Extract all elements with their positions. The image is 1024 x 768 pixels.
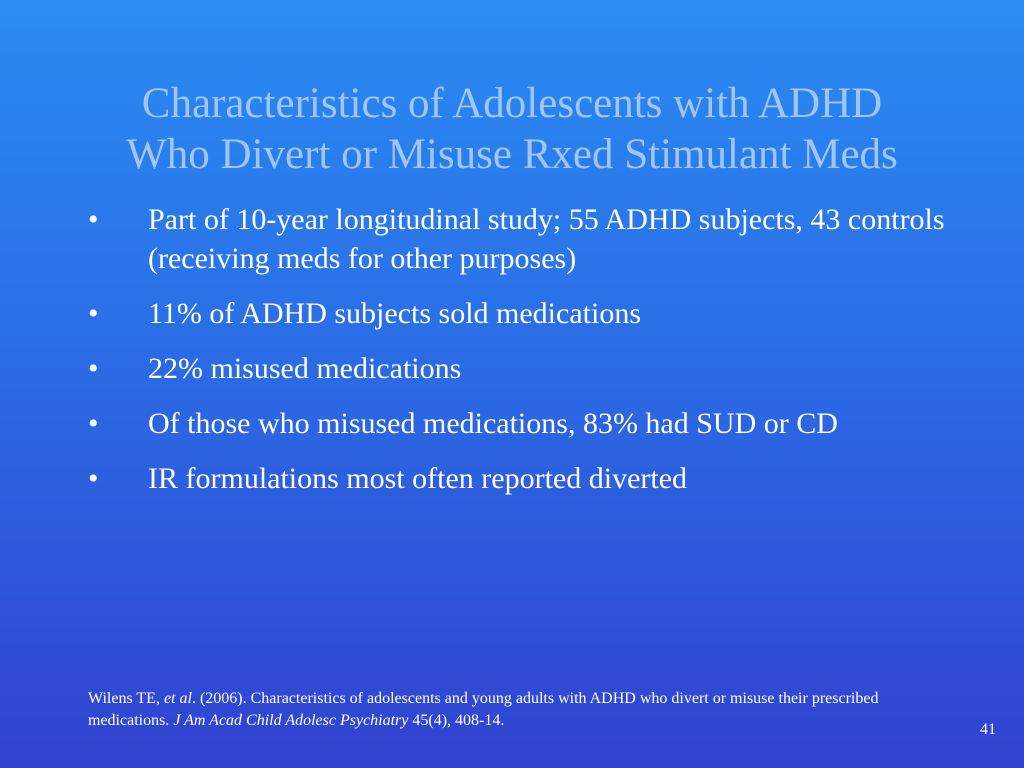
bullet-item: [88, 349, 958, 388]
bullet-text: IR formulations most often reported diverted: [148, 462, 688, 495]
reference-volume: 45(4), 408-14.: [408, 712, 505, 729]
reference-journal: J Am Acad Child Adolesc Psychiatry: [173, 712, 409, 729]
slide-title: [0, 78, 1024, 180]
reference-text: . (2006). Characteristics of adolescents and young adults with ADHD who divert or misuse their prescribed medications.: [88, 690, 879, 729]
bullet-item: [88, 200, 958, 278]
bullet-text: 22% misused medications: [148, 352, 462, 385]
slide-title-line-2: Who Divert or Misuse Rxed Stimulant Meds: [126, 131, 898, 178]
bullet-item: [88, 404, 958, 443]
bullet-icon: •: [88, 462, 99, 495]
reference-etal: et al: [163, 690, 192, 707]
bullet-icon: •: [88, 407, 99, 440]
bullet-item: [88, 459, 958, 498]
bullet-list: [88, 200, 958, 514]
bullet-icon: •: [88, 297, 99, 330]
bullet-item: [88, 294, 958, 333]
bullet-text: Of those who misused medications, 83% had SUD or CD: [148, 407, 838, 440]
page-number: 41: [980, 721, 996, 738]
reference-author: Wilens TE,: [88, 690, 164, 707]
bullet-icon: •: [88, 203, 99, 236]
bullet-text: 11% of ADHD subjects sold medications: [148, 297, 641, 330]
reference-citation: [88, 688, 928, 732]
bullet-icon: •: [88, 352, 99, 385]
slide-title-line-1: Characteristics of Adolescents with ADHD: [141, 80, 883, 127]
bullet-text: Part of 10-year longitudinal study; 55 ADHD subjects, 43 controls (receiving meds for other purposes): [148, 203, 945, 275]
